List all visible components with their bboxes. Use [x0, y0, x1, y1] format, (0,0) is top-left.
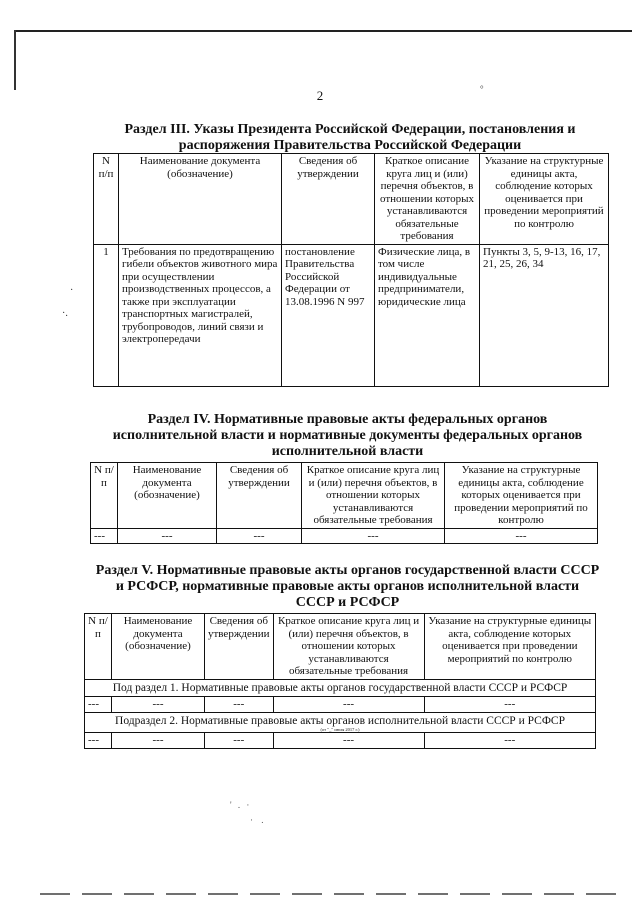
cell-dash: --- [112, 697, 205, 713]
cell-dash: --- [424, 733, 595, 749]
table-row [85, 733, 596, 749]
cell-dash: --- [118, 528, 217, 544]
col-header-units: Указание на структурные единицы акта, соблюдение которых оценивается при проведении мероприятий по контролю [445, 463, 598, 529]
col-header-number: N п/п [94, 154, 119, 245]
cell-dash: --- [445, 528, 598, 544]
col-header-name: Наименование документа (обозначение) [112, 614, 205, 680]
cell-dash: --- [205, 733, 274, 749]
page-number: 2 [316, 88, 324, 103]
cell-dash: --- [302, 528, 445, 544]
cell-dash: --- [85, 697, 112, 713]
section-4-table [90, 462, 598, 544]
cell-name: Требования по предотвращению гибели объектов животного мира при осуществлении производственных процессов, а также при эксплуатации транспортных магистралей, трубопроводов, линий связи и электропередачи [119, 244, 282, 386]
cell-dash: --- [85, 733, 112, 749]
col-header-name: Наименование документа (обозначение) [119, 154, 282, 245]
col-header-name: Наименование документа (обозначение) [118, 463, 217, 529]
cell-dash: --- [424, 697, 595, 713]
scan-noise: · . [250, 815, 267, 825]
section-3-title: Раздел III. Указы Президента Российской Федерации, постановления и распоряжения Правительства Российской Федерации [124, 122, 576, 153]
cell-scope: Физические лица, в том числе индивидуальные предприниматели, юридические лица [375, 244, 480, 386]
col-header-scope: Краткое описание круга лиц и (или) перечня объектов, в отношении которых устанавливаются обязательные требования [302, 463, 445, 529]
subsection-row [85, 679, 596, 697]
col-header-approval: Сведения об утверждении [217, 463, 302, 529]
col-header-number: N п/п [91, 463, 118, 529]
subsection-1-title: Под раздел 1. Нормативные правовые акты органов государственной власти СССР и РСФСР [85, 679, 596, 697]
col-header-approval: Сведения об утверждении [282, 154, 375, 245]
col-header-units: Указание на структурные единицы акта, соблюдение которых оценивается при проведении мероприятий по контролю [424, 614, 595, 680]
col-header-number: N п/п [85, 614, 112, 680]
table-row [94, 244, 609, 386]
cell-number: 1 [94, 244, 119, 386]
scan-speck: ° [480, 84, 484, 94]
scan-edge-top [14, 30, 632, 32]
table-header-row [94, 154, 609, 245]
table-row [91, 528, 598, 544]
section-3-table [93, 153, 609, 387]
cell-dash: --- [91, 528, 118, 544]
section-5-table [84, 613, 596, 749]
table-header-row [91, 463, 598, 529]
subsection-2-title [85, 712, 596, 733]
scan-speck: ·. [62, 308, 68, 319]
scan-noise: ' . · [230, 800, 252, 810]
cell-dash: --- [273, 697, 424, 713]
section-5-title: Раздел V. Нормативные правовые акты органов государственной власти СССР и РСФСР, нормативные правовые акты органов исполнительной власти СССР и РСФСР [95, 563, 600, 610]
col-header-approval: Сведения об утверждении [205, 614, 274, 680]
scan-edge-bottom [40, 893, 620, 895]
cell-approval: постановление Правительства Российской Федерации от 13.08.1996 N 997 [282, 244, 375, 386]
subsection-2-label: Подраздел 2. Нормативные правовые акты органов исполнительной власти СССР и РСФСР [115, 714, 565, 727]
col-header-scope: Краткое описание круга лиц и (или) перечня объектов, в отношении которых устанавливаются обязательные требования [273, 614, 424, 680]
table-row [85, 697, 596, 713]
col-header-units: Указание на структурные единицы акта, соблюдение которых оценивается при проведении мероприятий по контролю [480, 154, 609, 245]
cell-dash: --- [273, 733, 424, 749]
table-header-row [85, 614, 596, 680]
scan-edge-left [14, 30, 16, 90]
stamp-text: (от "_" июля 2017 г.) [320, 727, 360, 732]
cell-units: Пункты 3, 5, 9-13, 16, 17, 21, 25, 26, 34 [480, 244, 609, 386]
subsection-row [85, 712, 596, 733]
col-header-scope: Краткое описание круга лиц и (или) перечня объектов, в отношении которых устанавливаются обязательные требования [375, 154, 480, 245]
cell-dash: --- [205, 697, 274, 713]
scan-speck: · [70, 285, 74, 296]
section-4-title: Раздел IV. Нормативные правовые акты федеральных органов исполнительной власти и нормативные документы федеральных органов исполнительной власти [112, 412, 583, 459]
cell-dash: --- [112, 733, 205, 749]
cell-dash: --- [217, 528, 302, 544]
